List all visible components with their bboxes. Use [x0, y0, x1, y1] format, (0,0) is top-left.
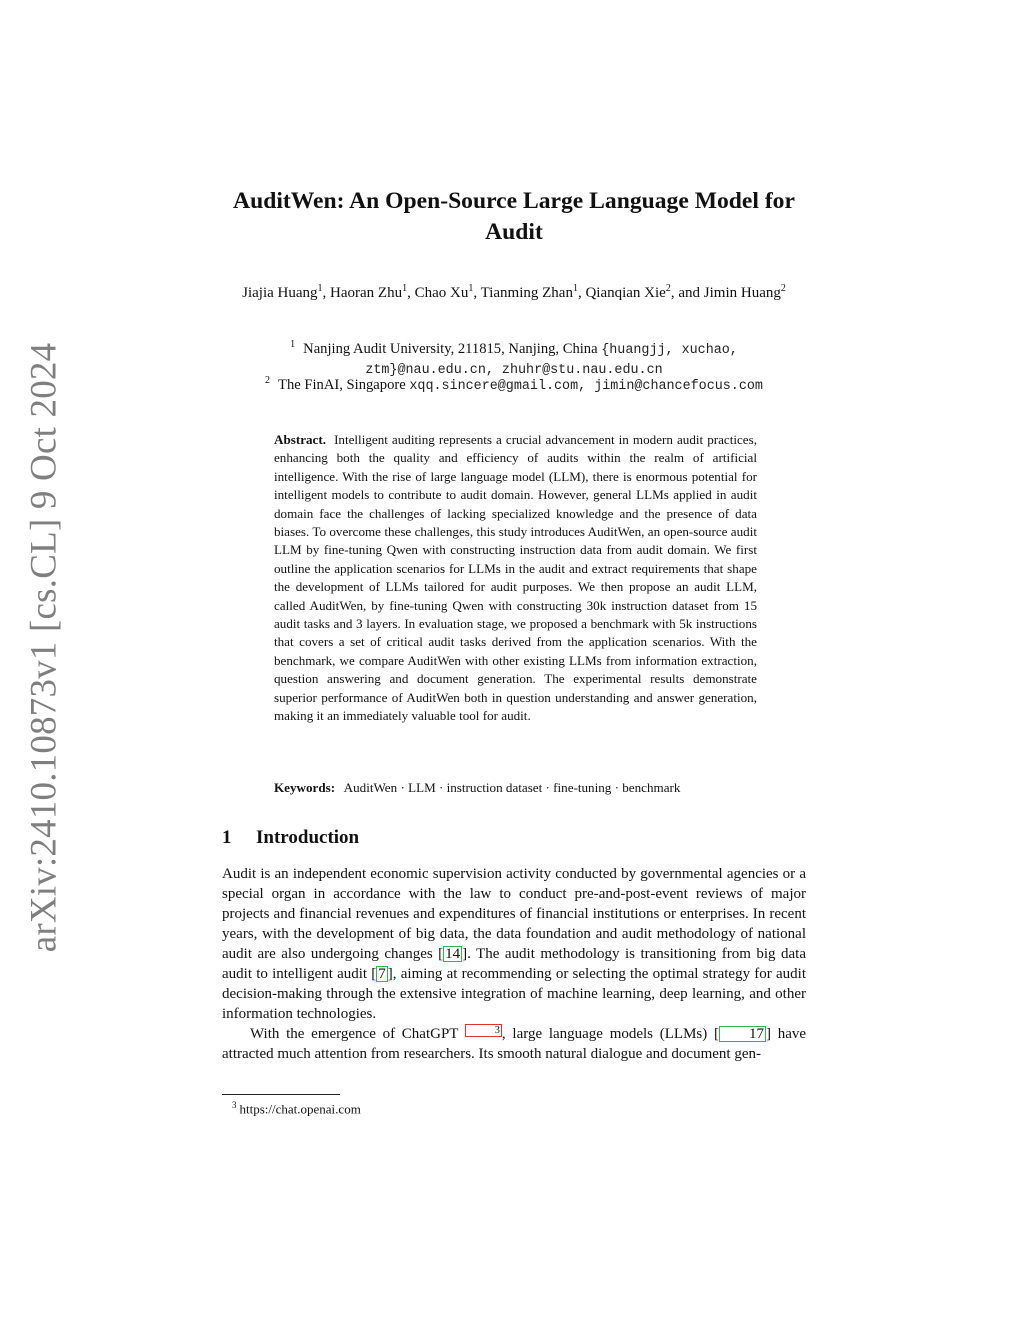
section-heading	[222, 826, 359, 850]
author-name: Haoran Zhu	[330, 285, 403, 301]
paper-title: AuditWen: An Open-Source Large Language Model for Audit	[233, 188, 795, 245]
paragraph-text: ] have attracted much attention from researchers. Its smooth natural dialogue and document gen-	[222, 1026, 807, 1062]
paragraph-text: ], aiming at recommending or selecting the optimal strategy for audit decision-making through the extensive integration of machine learning, deep learning, and other information technologies.	[222, 966, 806, 1022]
paragraph	[222, 1024, 806, 1064]
author-name: Chao Xu	[414, 285, 469, 301]
keywords-label: Keywords:	[274, 780, 336, 795]
author-list: Jiajia Huang$^1$, Haoran Zhu$^1$, Chao Xu$^1$, Tianming Zhan$^1$, Qianqian Xie$^2$, and Jimin Huang$^2$	[242, 283, 786, 301]
author-name: Jiajia Huang	[242, 285, 318, 301]
affiliation-text: Nanjing Audit University, 211815, Nanjing, China	[303, 341, 598, 357]
citation-link[interactable]: 7	[378, 966, 386, 982]
abstract	[274, 431, 757, 726]
affiliation-mark: 2	[265, 375, 271, 387]
paragraph-text: With the emergence of ChatGPT	[250, 1026, 465, 1042]
author-name: Tianming Zhan	[480, 285, 573, 301]
citation-link[interactable]: 17	[719, 1026, 766, 1042]
arxiv-identifier-stamp	[20, 342, 68, 952]
author-affiliation-mark: 2	[780, 283, 786, 294]
author-name: Qianqian Xie	[585, 285, 666, 301]
paragraph-text: , large language models (LLMs) [	[501, 1026, 719, 1042]
footnote-url[interactable]: https://chat.openai.com	[239, 1101, 361, 1117]
affiliation-mark: 1	[290, 339, 296, 351]
arxiv-identifier-text: arXiv:2410.10873v1 [cs.CL] 9 Oct 2024	[23, 342, 65, 952]
author-name: Jimin Huang	[703, 285, 781, 301]
affiliation-2	[222, 376, 806, 396]
paragraph	[222, 864, 806, 1024]
keywords-text: AuditWen · LLM · instruction dataset · fine-tuning · benchmark	[343, 780, 681, 795]
section-number: 1	[222, 827, 232, 848]
abstract-label: Abstract.	[274, 432, 326, 447]
paragraph-text: ]. The audit methodology is transitioning from big data audit to intelligent audit [	[222, 946, 807, 982]
affiliation-text: The FinAI, Singapore	[278, 377, 406, 393]
author-affiliation-mark: 1	[468, 283, 474, 294]
author-affiliation-mark: 1	[317, 283, 323, 294]
author-affiliation-mark: 2	[665, 283, 671, 294]
section-title: Introduction	[256, 827, 360, 848]
footnote-divider	[222, 1094, 340, 1095]
introduction-body	[222, 864, 806, 1064]
affiliation-1	[222, 340, 806, 380]
author-joiner: , and	[670, 285, 704, 301]
citation-link[interactable]: 14	[445, 946, 461, 962]
abstract-text: Intelligent auditing represents a crucial advancement in modern audit practices, enhancing both the quality and efficiency of audits within the realm of artificial intelligence. With the rise of large language model (LLM), there is enormous potential for intelligent models to contribute to audit domain. However, general LLMs applied in audit domain face the challenges of lacking specialized knowledge and the presence of data biases. To overcome these challenges, this study introduces AuditWen, an open-source audit LLM by fine-tuning Qwen with constructing instruction data from audit domain. We first outline the application scenarios for LLMs in the audit and extract requirements that shape the development of LLMs tailored for audit purposes. We then propose an audit LLM, called AuditWen, by fine-tuning Qwen with constructing 30k instruction dataset from 15 audit tasks and 3 layers. In evaluation stage, we proposed a benchmark with 5k instructions that covers a set of critical audit tasks derived from the application scenarios. With the benchmark, we compare AuditWen with other existing LLMs from information extraction, question answering and document generation. The experimental results demonstrate superior performance of AuditWen both in question understanding and answer generation, making it an immediately valuable tool for audit.	[274, 432, 757, 724]
affiliation-emails: xqq.sincere@gmail.com, jimin@chancefocus.com	[409, 379, 763, 394]
paragraph-text: Audit is an independent economic supervision activity conducted by governmental agencies or a special organ in accordance with the law to conduct pre-and-post-event reviews of major projects and financial revenues and expenditures of financial institutions or enterprises. In recent years, with the development of big data, the data foundation and audit methodology of national audit are also undergoing changes [	[222, 866, 806, 962]
keywords	[274, 779, 757, 797]
author-affiliation-mark: 1	[572, 283, 578, 294]
footnote-mark: 3	[232, 1100, 237, 1110]
footnote-link[interactable]: 3	[465, 1024, 502, 1037]
footnote	[232, 1096, 361, 1118]
affiliation-emails: {huangjj, xuchao, ztm}@nau.edu.cn, zhuhr@stu.nau.edu.cn	[365, 343, 738, 378]
author-affiliation-mark: 1	[402, 283, 408, 294]
